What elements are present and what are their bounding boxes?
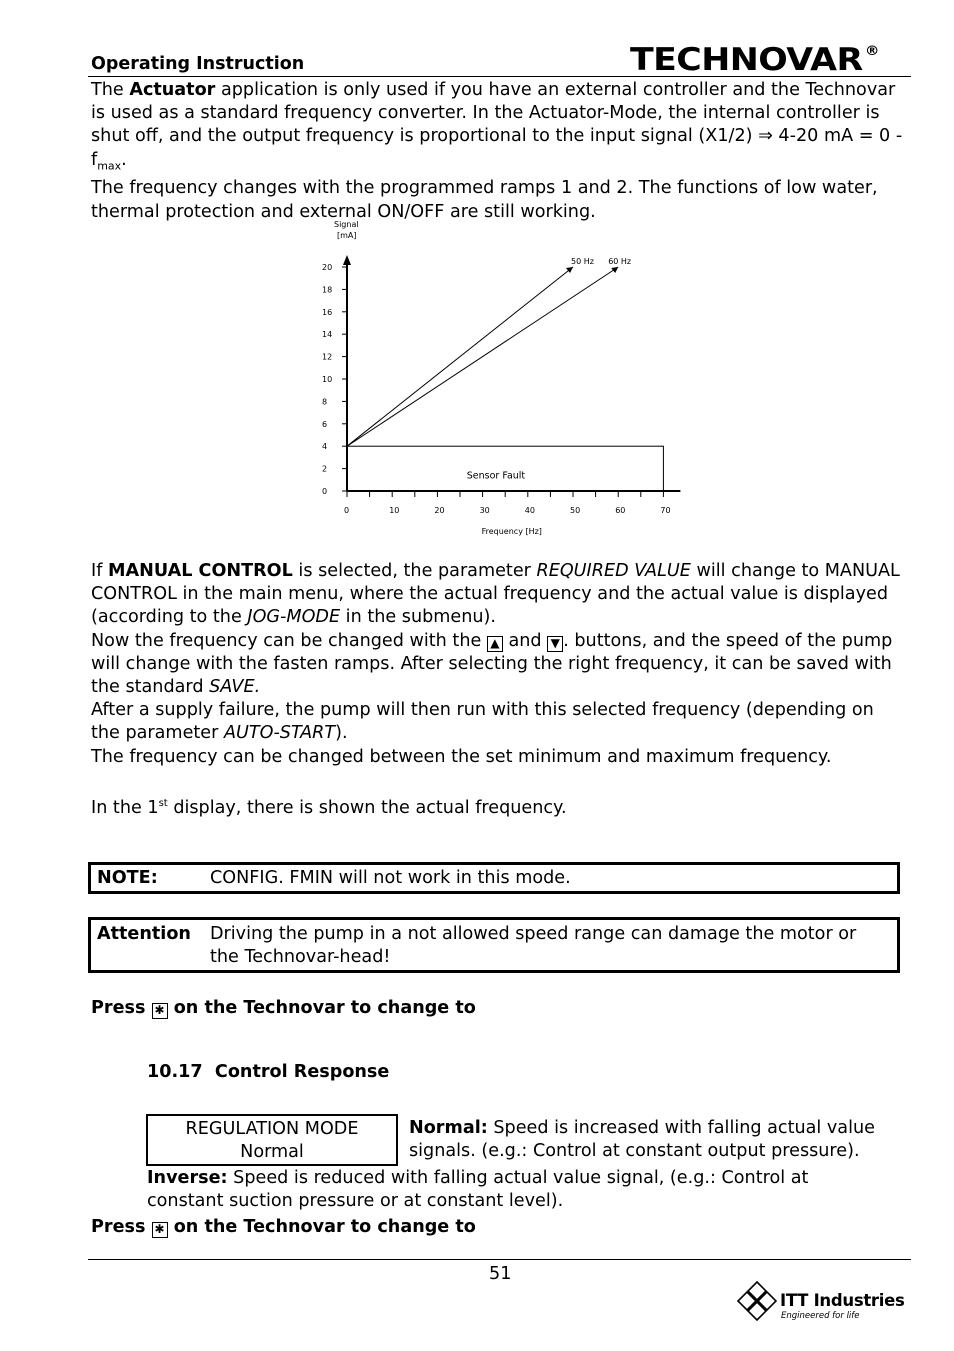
y-tick-label: 2 bbox=[322, 464, 328, 474]
company-tagline: Engineered for life bbox=[781, 1311, 860, 1321]
y-axis-label-line2: [mA] bbox=[337, 231, 357, 240]
x-tick-label: 30 bbox=[479, 506, 490, 515]
y-tick-label: 18 bbox=[322, 285, 333, 295]
x-tick-label: 10 bbox=[389, 506, 400, 515]
actuator-chart bbox=[310, 212, 690, 544]
attention-text: Driving the pump in a not allowed speed range can damage the motor or the Technovar-head! bbox=[210, 924, 857, 967]
press-instruction-1: Press ✱ on the Technovar to change to bbox=[91, 998, 476, 1018]
series-line-50-hz bbox=[347, 267, 573, 446]
normal-description: Normal: Speed is increased with falling actual value signals. (e.g.: Control at constant output pressure). bbox=[409, 1118, 875, 1162]
header-rule bbox=[88, 76, 911, 77]
press-instruction-2: Press ✱ on the Technovar to change to bbox=[91, 1217, 476, 1237]
sensor-fault-label: Sensor Fault bbox=[466, 470, 526, 482]
series-line-60-hz bbox=[347, 267, 618, 446]
y-tick-label: 6 bbox=[322, 419, 328, 429]
y-tick-label: 12 bbox=[322, 352, 333, 362]
manual-control-paragraph: If MANUAL CONTROL is selected, the parameter REQUIRED VALUE will change to MANUAL CONTROL in the main menu, where the actual frequency and the actual value is displayed (according to the JOG-MODE in the submenu). Now the frequency can be changed with the ▲ and ▼ . buttons, and the speed of the pump will change with the fasten ramps. After selecting the right frequency, it can be saved with the standard SAVE. After a supply failure, the pump will then run with this selected frequency (depending on the parameter AUTO-START). The frequency can be changed between the set minimum and maximum frequency. In the 1st display, there is shown the actual frequency. bbox=[91, 561, 900, 818]
footer-rule bbox=[88, 1259, 911, 1260]
y-tick-label: 0 bbox=[322, 487, 328, 496]
x-tick-label: 70 bbox=[660, 506, 671, 515]
y-tick-label: 20 bbox=[322, 263, 333, 272]
star-key-icon: ✱ bbox=[152, 1222, 168, 1238]
y-axis-arrow bbox=[343, 255, 351, 265]
page-number: 51 bbox=[489, 1264, 512, 1284]
x-tick-label: 40 bbox=[524, 506, 535, 515]
section-heading: 10.17 Control Response bbox=[147, 1062, 390, 1082]
x-axis-label: Frequency [Hz] bbox=[481, 527, 542, 536]
sensor-fault-region bbox=[347, 446, 663, 491]
up-arrow-key-icon: ▲ bbox=[487, 636, 503, 652]
note-box bbox=[88, 862, 900, 894]
x-tick-label: 0 bbox=[344, 506, 350, 515]
note-text: CONFIG. FMIN will not work in this mode. bbox=[210, 868, 571, 888]
y-tick-label: 10 bbox=[322, 375, 333, 384]
attention-box bbox=[88, 917, 900, 973]
y-axis-label-line1: Signal bbox=[334, 220, 359, 229]
x-tick-label: 60 bbox=[615, 506, 626, 515]
x-tick-label: 20 bbox=[434, 506, 445, 515]
x-tick-label: 50 bbox=[570, 506, 581, 515]
company-name: ITT Industries bbox=[780, 1291, 905, 1310]
technovar-logo: TECHNOVAR ® bbox=[630, 42, 879, 78]
series-label: 50 Hz bbox=[571, 257, 594, 266]
attention-label: Attention bbox=[97, 924, 191, 944]
star-key-icon: ✱ bbox=[152, 1003, 168, 1019]
series-label: 60 Hz bbox=[608, 257, 632, 266]
itt-logo-icon bbox=[737, 1280, 777, 1322]
down-arrow-key-icon: ▼ bbox=[547, 636, 563, 652]
document-title: Operating Instruction bbox=[91, 54, 305, 74]
y-tick-label: 4 bbox=[322, 442, 328, 452]
note-label: NOTE: bbox=[97, 868, 158, 888]
series-arrow bbox=[611, 267, 618, 273]
intro-paragraph: The Actuator application is only used if you have an external controller and the Technovar is used as a standard frequency converter. In the Actuator-Mode, the internal controller is shut off, and the output frequency is proportional to the input signal (X1/2) ⇒ 4-20 mA = $0 - f_{max}$. The frequency changes with the programmed ramps 1 and 2. The functions of low water, thermal protection and external ON/OFF are still working. bbox=[91, 80, 903, 222]
y-tick-label: 8 bbox=[322, 397, 328, 407]
inverse-description: Inverse: Speed is reduced with falling actual value signal, (e.g.: Control at constant suction pressure or at constant level). bbox=[147, 1168, 809, 1212]
regulation-mode-display: REGULATION MODE Normal bbox=[146, 1114, 398, 1166]
y-tick-label: 16 bbox=[322, 307, 333, 317]
y-tick-label: 14 bbox=[322, 330, 333, 340]
